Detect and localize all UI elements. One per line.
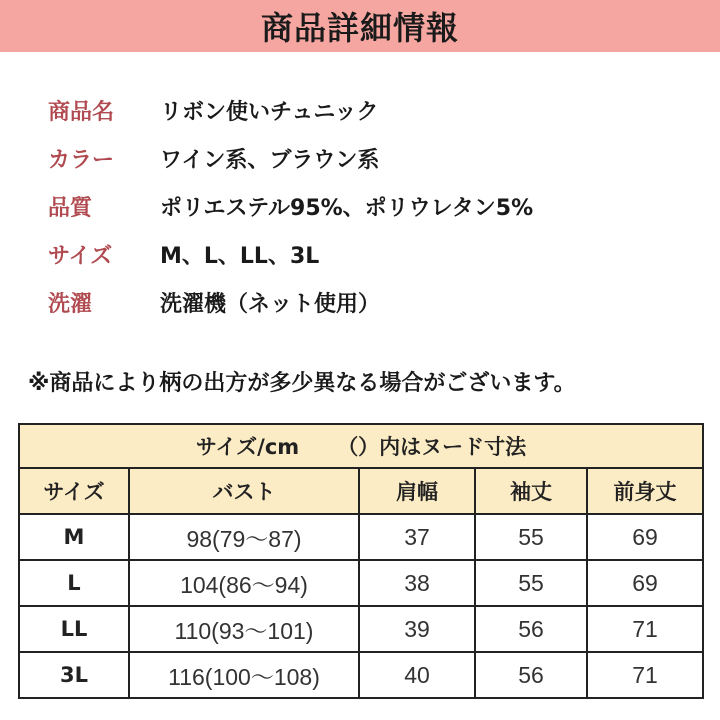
- info-label: サイズ: [48, 243, 113, 269]
- length-cell: 71: [587, 606, 703, 652]
- info-row-washing: [48, 278, 688, 326]
- shoulder-cell: 37: [359, 514, 475, 560]
- table-unit-label: サイズ/cm: [195, 435, 300, 459]
- page-title: 商品詳細情報: [260, 9, 459, 47]
- title-banner: [0, 0, 720, 52]
- info-value: M、L、LL、3L: [160, 243, 320, 269]
- table-header-row: [19, 468, 703, 514]
- info-value: ワイン系、ブラウン系: [160, 147, 380, 173]
- header-length: 前身丈: [587, 468, 703, 514]
- product-info-list: [48, 86, 688, 326]
- table-row: [19, 514, 703, 560]
- table-note-label: （）内はヌード寸法: [337, 435, 527, 459]
- sleeve-cell: 56: [475, 606, 587, 652]
- info-row-color: [48, 134, 688, 182]
- pattern-notice: ※商品により柄の出方が多少異なる場合がございます。: [28, 371, 576, 396]
- sleeve-cell: 55: [475, 560, 587, 606]
- info-value: 洗濯機（ネット使用）: [160, 291, 381, 317]
- info-row-size: [48, 230, 688, 278]
- size-cell: LL: [19, 606, 129, 652]
- table-row: [19, 652, 703, 698]
- table-row: [19, 560, 703, 606]
- bust-cell: 98(79～87): [129, 514, 359, 560]
- length-cell: 69: [587, 560, 703, 606]
- header-bust: バスト: [129, 468, 359, 514]
- length-cell: 69: [587, 514, 703, 560]
- info-label: 品質: [48, 195, 93, 221]
- info-value: ポリエステル95%、ポリウレタン5%: [160, 195, 534, 221]
- size-chart-table: [18, 423, 704, 699]
- info-label: カラー: [48, 147, 115, 173]
- shoulder-cell: 39: [359, 606, 475, 652]
- info-value: リボン使いチュニック: [160, 99, 379, 125]
- sleeve-cell: 55: [475, 514, 587, 560]
- table-caption-row: [19, 424, 703, 468]
- info-label: 洗濯: [48, 291, 93, 317]
- header-sleeve: 袖丈: [475, 468, 587, 514]
- shoulder-cell: 38: [359, 560, 475, 606]
- header-size: サイズ: [19, 468, 129, 514]
- sleeve-cell: 56: [475, 652, 587, 698]
- header-shoulder: 肩幅: [359, 468, 475, 514]
- info-label: 商品名: [48, 99, 115, 125]
- bust-cell: 110(93～101): [129, 606, 359, 652]
- info-row-material: [48, 182, 688, 230]
- bust-cell: 104(86～94): [129, 560, 359, 606]
- info-row-name: [48, 86, 688, 134]
- bust-cell: 116(100～108): [129, 652, 359, 698]
- shoulder-cell: 40: [359, 652, 475, 698]
- size-cell: 3L: [19, 652, 129, 698]
- table-caption: [19, 424, 703, 468]
- table-row: [19, 606, 703, 652]
- length-cell: 71: [587, 652, 703, 698]
- size-cell: L: [19, 560, 129, 606]
- size-cell: M: [19, 514, 129, 560]
